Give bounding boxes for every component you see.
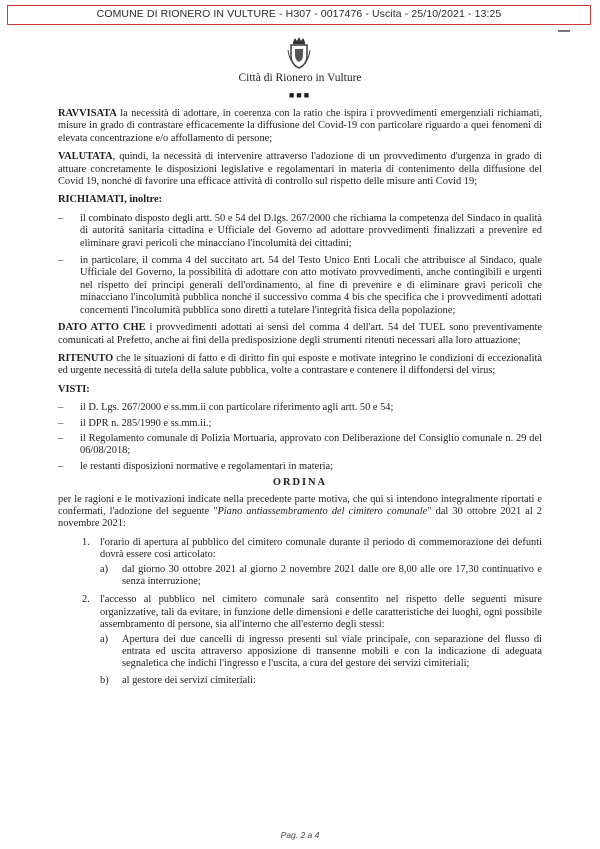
numbered-point [72, 537, 542, 589]
sub-point-text: dal giorno 30 ottobre 2021 al giorno 2 novembre 2021 dalle ore 8,00 alle ore 17,30 continuativo e senza interruzione; [122, 563, 542, 587]
list-item-text: il Regolamento comunale di Polizia Mortuaria, approvato con Deliberazione del Consiglio comunale n. 29 del 06/08/2018; [80, 432, 542, 457]
page-number: Pag. 2 a 4 [280, 830, 320, 840]
list-item-text: il D. Lgs. 267/2000 e ss.mm.ii con particolare riferimento agli artt. 50 e 54; [80, 402, 394, 414]
list-item [58, 402, 542, 414]
paragraph-ordina-intro [58, 494, 542, 531]
sub-point [100, 564, 542, 589]
point-number: 1. [82, 536, 90, 548]
keyword: RITENUTO [58, 352, 114, 364]
paragraph-dato-atto [58, 322, 542, 347]
sub-point [100, 634, 542, 671]
dash-marker: – [58, 417, 64, 429]
city-name: Città di Rionero in Vulture [238, 72, 362, 84]
list-item [58, 255, 542, 317]
paragraph-text: , quindi, la necessità di intervenire attraverso l'adozione di un provvedimento d'urgenza in grado di attuare concretamente le disposizioni legislative e regolamentari in materia di contenimento della diffusione del Covid 19, nonché di favorire una efficace attività di controllo sul rispetto delle misure anti Covid 19; [58, 151, 542, 188]
section-heading-richiamati: RICHIAMATI, inoltre: [58, 194, 163, 206]
sub-point-label: b) [100, 674, 109, 686]
list-item-text: le restanti disposizioni normative e regolamentari in materia; [80, 460, 334, 472]
margin-mark [558, 30, 570, 32]
paragraph-valutata [58, 151, 542, 188]
point-text: l'accesso al pubblico nel cimitero comunale sarà consentito nel rispetto delle seguenti misure organizzative, tali da evitare, in funzione delle dimensioni e delle caratteristiche dei luoghi, ogni possibile assembramento di persone, sia all'interno che all'esterno degli stessi: [100, 594, 542, 631]
dash-marker: – [58, 402, 64, 414]
paragraph-ritenuto [58, 353, 542, 378]
sub-point-label: a) [100, 633, 109, 645]
coat-of-arms-icon [286, 36, 312, 70]
document-body [58, 108, 542, 693]
sub-point-text: al gestore dei servizi cimiteriali: [122, 674, 256, 686]
dash-marker: – [58, 255, 64, 267]
list-item-text: il combinato disposto degli artt. 50 e 54 del D.lgs. 267/2000 che richiama la competenza del Sindaco in qualità di autorità sanitaria cittadina e Ufficiale del Governo ad adottare provvedimenti finalizzati a prevenire ed eliminare gravi pericoli che minacciano l'incolumità dei cittadini; [80, 212, 542, 249]
protocol-stamp: COMUNE DI RIONERO IN VULTURE - H307 - 0017476 - Uscita - 25/10/2021 - 13:25 [7, 5, 591, 25]
list-item [58, 433, 542, 458]
plan-title: Piano antiassembramento del cimitero comunale [217, 505, 428, 517]
numbered-point [72, 594, 542, 687]
paragraph-text: per le ragioni e le motivazioni indicate nella precedente parte motiva, che qui si intendono integralmente riportati e confermati, l'adozione del seguente " [58, 493, 542, 517]
dash-marker: – [58, 460, 64, 472]
paragraph-text: " dal 30 ottobre 2021 al 2 novembre 2021: [58, 505, 542, 530]
keyword: VALUTATA [58, 151, 113, 163]
header-separator: ■■■ [288, 90, 312, 100]
list-item-text: in particolare, il comma 4 del succitato art. 54 del Testo Unico Enti Locali che attribuisce al Sindaco, quale Ufficiale del Governo, la possibilità di adottare con atto motivato provvedimenti, anche contingibili e urgenti nel rispetto dei principi generali dell'ordinamento, al fine di prevenire e di eliminare gravi pericoli che minacciano l'incolumità pubblica nonché il successivo comma 4 bis che specifica che i provvedimenti adottati concernenti l'incolumità pubblica sono diretti a tutelare l'integrità fisica della popolazione; [80, 255, 542, 316]
point-number: 2. [82, 594, 90, 606]
list-item [58, 213, 542, 250]
dash-marker: – [58, 212, 64, 224]
sub-point-label: a) [100, 563, 109, 575]
paragraph-text: i provvedimenti adottati ai sensi del comma 4 dell'art. 54 del TUEL sono preventivamente comunicati al Prefetto, anche ai fini della predisposizione degli strumenti ritenuti necessari alla loro attuazione; [58, 322, 542, 346]
section-heading-ordina: ORDINA [272, 477, 328, 489]
dash-marker: – [58, 432, 64, 444]
point-text: l'orario di apertura al pubblico del cimitero comunale durante il periodo di commemorazione dei defunti dovrà essere così articolato: [100, 536, 542, 561]
keyword: RAVVISATA [58, 108, 117, 119]
list-item [58, 461, 542, 473]
paragraph-text: che le situazioni di fatto e di diritto fin qui esposte e motivate integrino le condizioni di eccezionalità ed urgente necessità di tutela della salute pubblica, volte a contrastare e contenere il diffondersi del virus; [58, 352, 542, 377]
list-item-text: il DPR n. 285/1990 e ss.mm.ii.; [80, 417, 212, 429]
list-item [58, 418, 542, 430]
paragraph-ravvisata [58, 108, 542, 145]
keyword: DATO ATTO CHE [58, 322, 146, 334]
section-heading-visti: VISTI: [58, 383, 90, 395]
paragraph-text: la necessità di adottare, in coerenza con la ratio che ispira i provvedimenti emergenziali richiamati, misure in grado di contrastare efficacemente la diffusione del Covid-19 con particolare riguardo a quei fenomeni di elevata concentrazione e/o affollamento di persone; [58, 108, 542, 144]
sub-point-text: Apertura dei due cancelli di ingresso presenti sul viale principale, con separazione del flusso di entrata ed uscita attraverso apposizione di transenne mobili e con la indicazione di adeguata segnaletica che indichi l'ingresso e l'uscita, a cura del gestore dei servizi cimiteriali; [122, 633, 542, 670]
sub-point [100, 675, 542, 687]
